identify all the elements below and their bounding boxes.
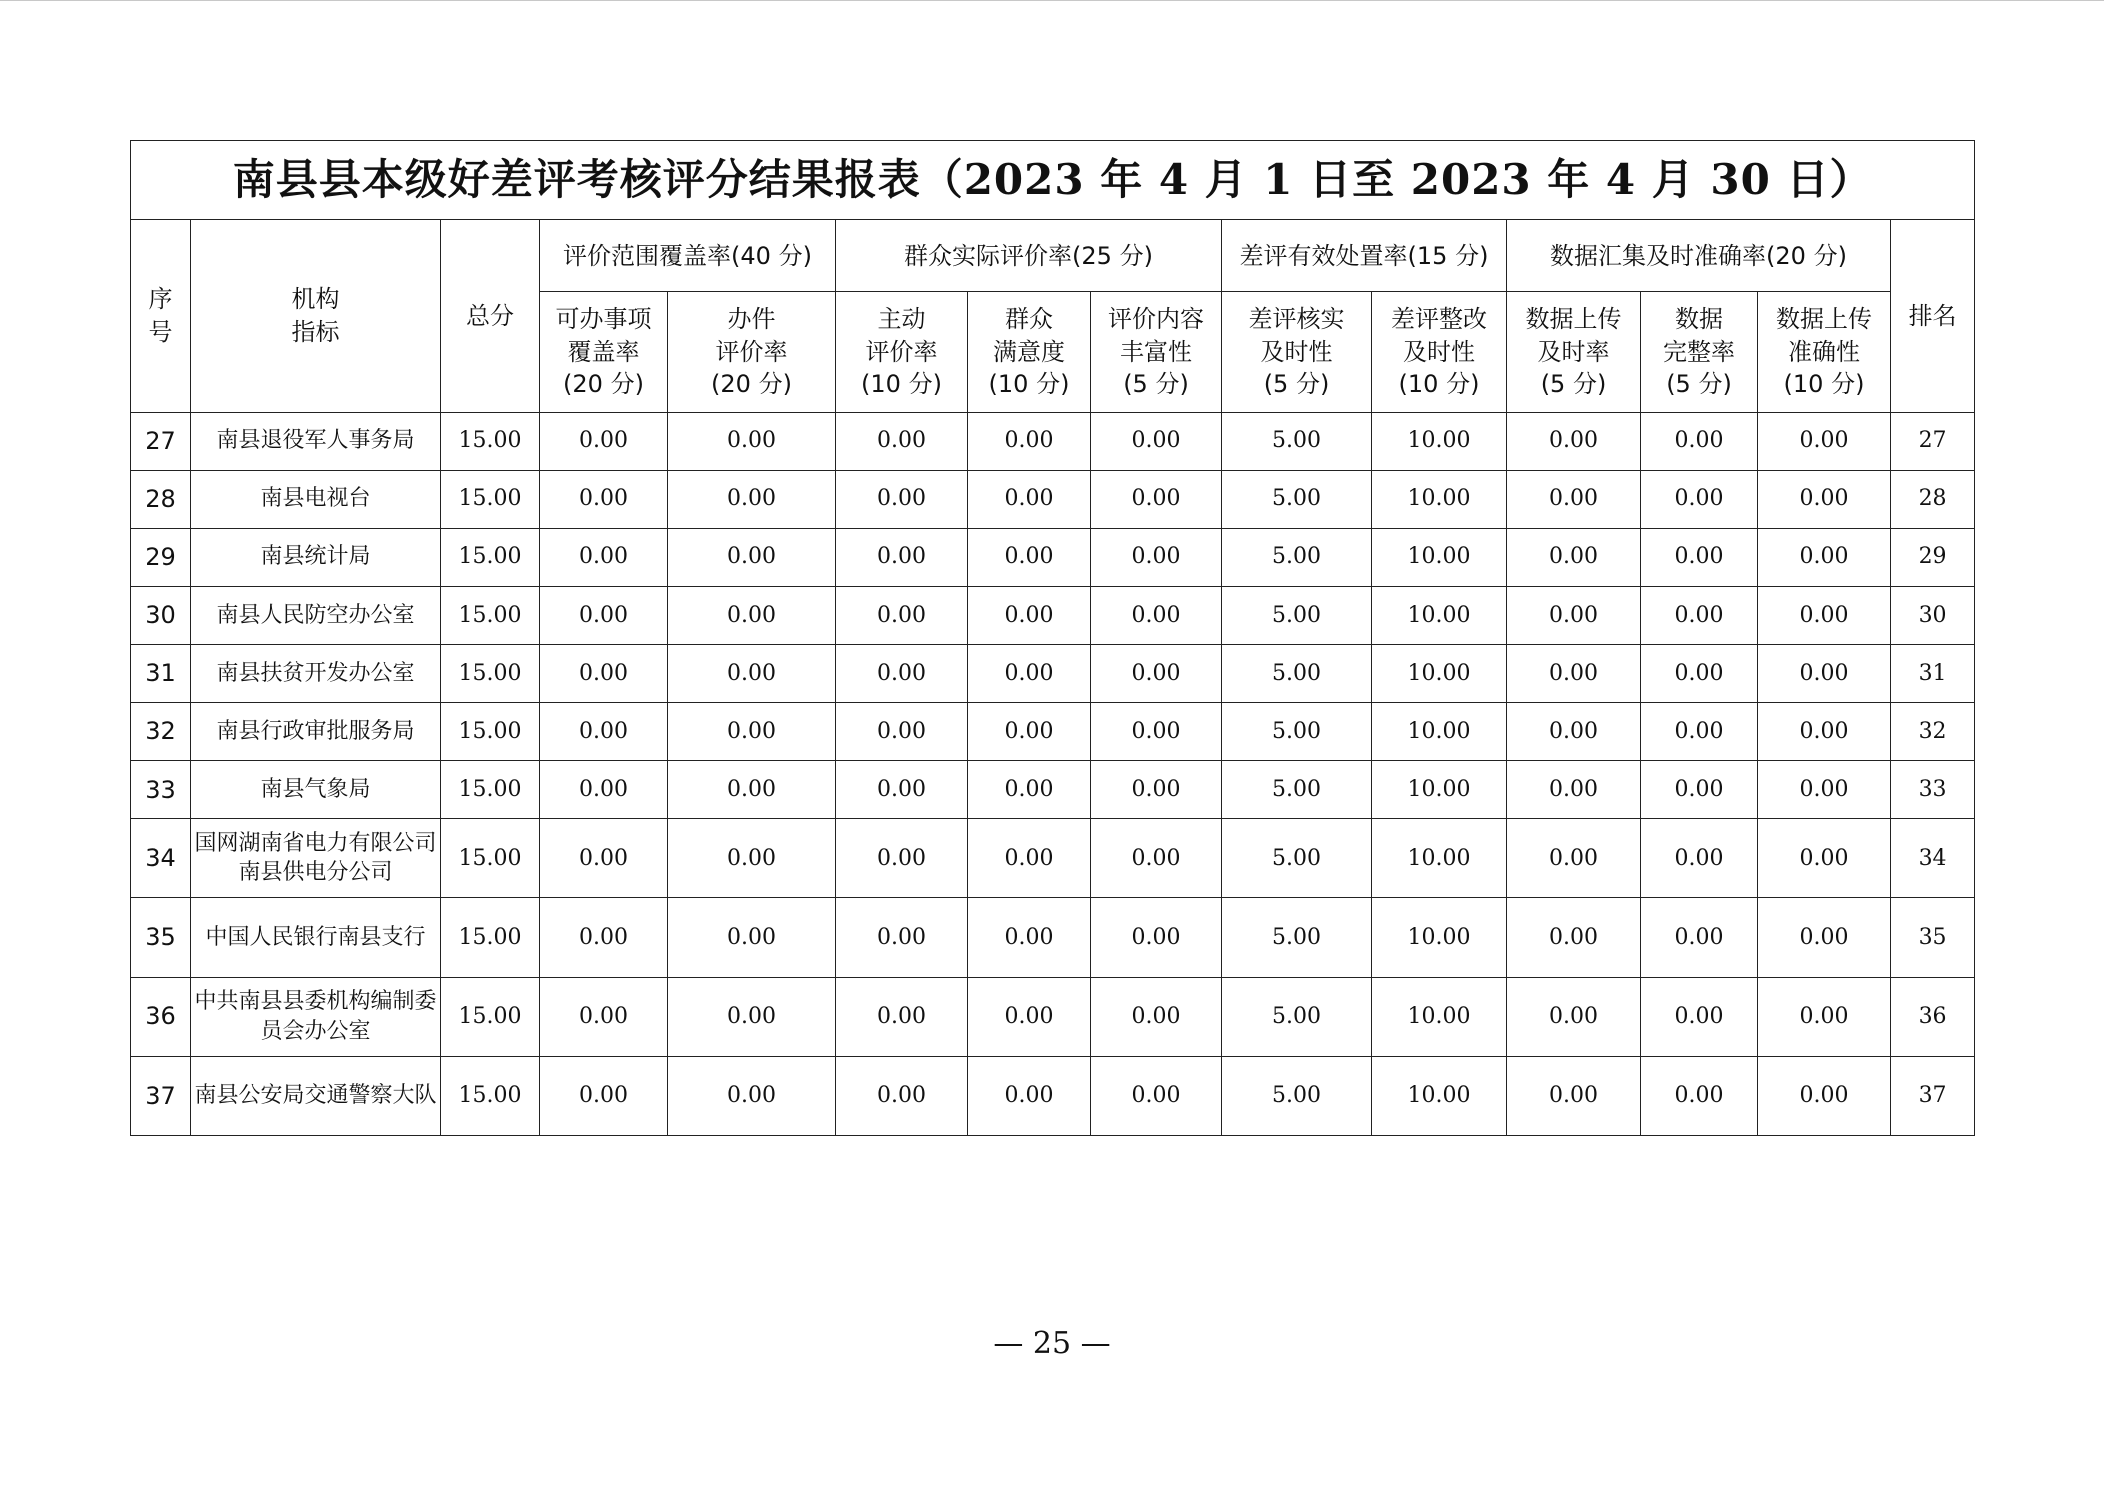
row-score-2: 0.00 xyxy=(836,412,968,470)
header-sub-9: 数据上传 准确性 (10 分) xyxy=(1758,292,1891,412)
row-score-2: 0.00 xyxy=(836,898,968,977)
row-score-1: 0.00 xyxy=(668,761,836,819)
row-seq: 35 xyxy=(131,898,191,977)
row-score-8: 0.00 xyxy=(1641,1056,1758,1135)
row-score-1: 0.00 xyxy=(668,898,836,977)
row-score-7: 0.00 xyxy=(1507,819,1641,898)
row-score-1: 0.00 xyxy=(668,1056,836,1135)
row-score-9: 0.00 xyxy=(1758,1056,1891,1135)
row-score-4: 0.00 xyxy=(1091,586,1222,644)
header-group-handling: 差评有效处置率(15 分) xyxy=(1222,220,1507,292)
row-org-name: 南县人民防空办公室 xyxy=(191,586,441,644)
row-org-name: 南县统计局 xyxy=(191,528,441,586)
row-total: 15.00 xyxy=(441,1056,540,1135)
row-score-3: 0.00 xyxy=(968,703,1091,761)
row-score-3: 0.00 xyxy=(968,528,1091,586)
header-sub-0: 可办事项 覆盖率 (20 分) xyxy=(540,292,668,412)
row-total: 15.00 xyxy=(441,470,540,528)
row-score-0: 0.00 xyxy=(540,412,668,470)
row-score-8: 0.00 xyxy=(1641,761,1758,819)
row-score-1: 0.00 xyxy=(668,644,836,702)
row-score-4: 0.00 xyxy=(1091,977,1222,1056)
row-org-name: 中共南县县委机构编制委员会办公室 xyxy=(191,977,441,1056)
row-score-6: 10.00 xyxy=(1372,819,1507,898)
row-score-9: 0.00 xyxy=(1758,761,1891,819)
page-top-border xyxy=(0,0,2104,1)
row-score-0: 0.00 xyxy=(540,470,668,528)
row-org-name: 南县退役军人事务局 xyxy=(191,412,441,470)
row-score-4: 0.00 xyxy=(1091,528,1222,586)
row-total: 15.00 xyxy=(441,898,540,977)
row-score-8: 0.00 xyxy=(1641,470,1758,528)
table-row xyxy=(131,819,1975,898)
row-score-0: 0.00 xyxy=(540,977,668,1056)
row-rank: 34 xyxy=(1891,819,1975,898)
row-score-7: 0.00 xyxy=(1507,528,1641,586)
row-org-name: 中国人民银行南县支行 xyxy=(191,898,441,977)
row-rank: 27 xyxy=(1891,412,1975,470)
row-score-5: 5.00 xyxy=(1222,1056,1372,1135)
header-rank: 排名 xyxy=(1891,220,1975,412)
row-score-5: 5.00 xyxy=(1222,819,1372,898)
row-score-4: 0.00 xyxy=(1091,1056,1222,1135)
row-score-5: 5.00 xyxy=(1222,528,1372,586)
row-score-8: 0.00 xyxy=(1641,528,1758,586)
row-score-4: 0.00 xyxy=(1091,819,1222,898)
row-score-0: 0.00 xyxy=(540,819,668,898)
row-org-name: 南县公安局交通警察大队 xyxy=(191,1056,441,1135)
row-score-2: 0.00 xyxy=(836,470,968,528)
header-group-coverage: 评价范围覆盖率(40 分) xyxy=(540,220,836,292)
header-org xyxy=(191,220,441,412)
row-score-2: 0.00 xyxy=(836,761,968,819)
row-rank: 30 xyxy=(1891,586,1975,644)
row-score-7: 0.00 xyxy=(1507,470,1641,528)
table-row xyxy=(131,412,1975,470)
row-score-3: 0.00 xyxy=(968,819,1091,898)
row-score-6: 10.00 xyxy=(1372,898,1507,977)
row-score-3: 0.00 xyxy=(968,977,1091,1056)
row-score-3: 0.00 xyxy=(968,898,1091,977)
row-score-2: 0.00 xyxy=(836,703,968,761)
row-score-6: 10.00 xyxy=(1372,586,1507,644)
row-score-2: 0.00 xyxy=(836,528,968,586)
header-seq xyxy=(131,220,191,412)
row-score-9: 0.00 xyxy=(1758,586,1891,644)
row-score-4: 0.00 xyxy=(1091,761,1222,819)
row-score-6: 10.00 xyxy=(1372,703,1507,761)
header-group-evaluation: 群众实际评价率(25 分) xyxy=(836,220,1222,292)
row-seq: 32 xyxy=(131,703,191,761)
row-org-name: 南县行政审批服务局 xyxy=(191,703,441,761)
row-total: 15.00 xyxy=(441,819,540,898)
row-score-9: 0.00 xyxy=(1758,819,1891,898)
row-score-5: 5.00 xyxy=(1222,586,1372,644)
row-score-9: 0.00 xyxy=(1758,977,1891,1056)
row-org-name: 南县气象局 xyxy=(191,761,441,819)
row-score-3: 0.00 xyxy=(968,644,1091,702)
row-score-2: 0.00 xyxy=(836,1056,968,1135)
row-score-3: 0.00 xyxy=(968,761,1091,819)
row-score-6: 10.00 xyxy=(1372,644,1507,702)
header-sub-5: 差评核实 及时性 (5 分) xyxy=(1222,292,1372,412)
row-score-5: 5.00 xyxy=(1222,470,1372,528)
row-score-5: 5.00 xyxy=(1222,703,1372,761)
row-org-name: 国网湖南省电力有限公司南县供电分公司 xyxy=(191,819,441,898)
row-score-6: 10.00 xyxy=(1372,977,1507,1056)
table-row xyxy=(131,644,1975,702)
table-row xyxy=(131,470,1975,528)
row-score-7: 0.00 xyxy=(1507,1056,1641,1135)
row-seq: 29 xyxy=(131,528,191,586)
row-score-1: 0.00 xyxy=(668,819,836,898)
table-row xyxy=(131,977,1975,1056)
row-score-7: 0.00 xyxy=(1507,761,1641,819)
row-score-9: 0.00 xyxy=(1758,528,1891,586)
row-score-8: 0.00 xyxy=(1641,412,1758,470)
row-score-4: 0.00 xyxy=(1091,644,1222,702)
row-score-3: 0.00 xyxy=(968,1056,1091,1135)
header-sub-8: 数据 完整率 (5 分) xyxy=(1641,292,1758,412)
row-seq: 27 xyxy=(131,412,191,470)
row-seq: 37 xyxy=(131,1056,191,1135)
row-score-3: 0.00 xyxy=(968,412,1091,470)
header-org-label: 机构 指标 xyxy=(291,285,340,346)
row-score-8: 0.00 xyxy=(1641,977,1758,1056)
row-rank: 29 xyxy=(1891,528,1975,586)
row-score-8: 0.00 xyxy=(1641,586,1758,644)
row-total: 15.00 xyxy=(441,586,540,644)
row-score-5: 5.00 xyxy=(1222,761,1372,819)
row-score-2: 0.00 xyxy=(836,644,968,702)
row-score-6: 10.00 xyxy=(1372,528,1507,586)
row-score-3: 0.00 xyxy=(968,586,1091,644)
row-score-5: 5.00 xyxy=(1222,412,1372,470)
row-score-9: 0.00 xyxy=(1758,703,1891,761)
row-score-6: 10.00 xyxy=(1372,1056,1507,1135)
row-score-0: 0.00 xyxy=(540,586,668,644)
row-score-7: 0.00 xyxy=(1507,412,1641,470)
row-score-1: 0.00 xyxy=(668,412,836,470)
row-score-5: 5.00 xyxy=(1222,898,1372,977)
table-row xyxy=(131,898,1975,977)
header-sub-6: 差评整改 及时性 (10 分) xyxy=(1372,292,1507,412)
row-score-1: 0.00 xyxy=(668,470,836,528)
table-row xyxy=(131,528,1975,586)
header-sub-1: 办件 评价率 (20 分) xyxy=(668,292,836,412)
row-score-4: 0.00 xyxy=(1091,470,1222,528)
row-score-9: 0.00 xyxy=(1758,898,1891,977)
row-score-4: 0.00 xyxy=(1091,412,1222,470)
row-score-0: 0.00 xyxy=(540,761,668,819)
row-score-6: 10.00 xyxy=(1372,470,1507,528)
header-sub-2: 主动 评价率 (10 分) xyxy=(836,292,968,412)
row-score-1: 0.00 xyxy=(668,977,836,1056)
row-rank: 35 xyxy=(1891,898,1975,977)
row-score-8: 0.00 xyxy=(1641,703,1758,761)
row-score-7: 0.00 xyxy=(1507,703,1641,761)
row-score-7: 0.00 xyxy=(1507,644,1641,702)
header-sub-3: 群众 满意度 (10 分) xyxy=(968,292,1091,412)
row-score-9: 0.00 xyxy=(1758,644,1891,702)
header-sub-4: 评价内容 丰富性 (5 分) xyxy=(1091,292,1222,412)
row-score-2: 0.00 xyxy=(836,977,968,1056)
row-score-1: 0.00 xyxy=(668,703,836,761)
row-score-0: 0.00 xyxy=(540,1056,668,1135)
row-rank: 37 xyxy=(1891,1056,1975,1135)
row-score-9: 0.00 xyxy=(1758,470,1891,528)
table-row xyxy=(131,586,1975,644)
table-row xyxy=(131,1056,1975,1135)
row-org-name: 南县扶贫开发办公室 xyxy=(191,644,441,702)
row-total: 15.00 xyxy=(441,644,540,702)
row-score-5: 5.00 xyxy=(1222,977,1372,1056)
row-score-0: 0.00 xyxy=(540,528,668,586)
row-score-8: 0.00 xyxy=(1641,644,1758,702)
row-score-2: 0.00 xyxy=(836,586,968,644)
row-seq: 28 xyxy=(131,470,191,528)
row-total: 15.00 xyxy=(441,761,540,819)
header-total: 总分 xyxy=(441,220,540,412)
row-org-name: 南县电视台 xyxy=(191,470,441,528)
row-score-5: 5.00 xyxy=(1222,644,1372,702)
row-score-6: 10.00 xyxy=(1372,761,1507,819)
row-score-0: 0.00 xyxy=(540,644,668,702)
row-rank: 32 xyxy=(1891,703,1975,761)
row-score-1: 0.00 xyxy=(668,528,836,586)
row-score-7: 0.00 xyxy=(1507,977,1641,1056)
score-report-table xyxy=(130,140,1975,1136)
row-score-7: 0.00 xyxy=(1507,586,1641,644)
row-rank: 28 xyxy=(1891,470,1975,528)
row-total: 15.00 xyxy=(441,977,540,1056)
row-rank: 33 xyxy=(1891,761,1975,819)
row-score-0: 0.00 xyxy=(540,703,668,761)
row-seq: 33 xyxy=(131,761,191,819)
header-group-data: 数据汇集及时准确率(20 分) xyxy=(1507,220,1891,292)
row-score-8: 0.00 xyxy=(1641,819,1758,898)
row-score-1: 0.00 xyxy=(668,586,836,644)
row-seq: 30 xyxy=(131,586,191,644)
row-seq: 36 xyxy=(131,977,191,1056)
row-total: 15.00 xyxy=(441,703,540,761)
row-score-7: 0.00 xyxy=(1507,898,1641,977)
row-score-8: 0.00 xyxy=(1641,898,1758,977)
table-row xyxy=(131,761,1975,819)
header-sub-7: 数据上传 及时率 (5 分) xyxy=(1507,292,1641,412)
row-score-4: 0.00 xyxy=(1091,898,1222,977)
row-rank: 31 xyxy=(1891,644,1975,702)
row-score-3: 0.00 xyxy=(968,470,1091,528)
row-score-6: 10.00 xyxy=(1372,412,1507,470)
row-total: 15.00 xyxy=(441,412,540,470)
row-score-0: 0.00 xyxy=(540,898,668,977)
row-total: 15.00 xyxy=(441,528,540,586)
row-score-9: 0.00 xyxy=(1758,412,1891,470)
report-title: 南县县本级好差评考核评分结果报表（2023 年 4 月 1 日至 2023 年 4 月 30 日） xyxy=(131,141,1975,220)
table-row xyxy=(131,703,1975,761)
row-seq: 34 xyxy=(131,819,191,898)
row-score-4: 0.00 xyxy=(1091,703,1222,761)
page-number: — 25 — xyxy=(993,1326,1111,1361)
row-score-2: 0.00 xyxy=(836,819,968,898)
row-rank: 36 xyxy=(1891,977,1975,1056)
row-seq: 31 xyxy=(131,644,191,702)
header-seq-label: 序 号 xyxy=(148,285,173,346)
